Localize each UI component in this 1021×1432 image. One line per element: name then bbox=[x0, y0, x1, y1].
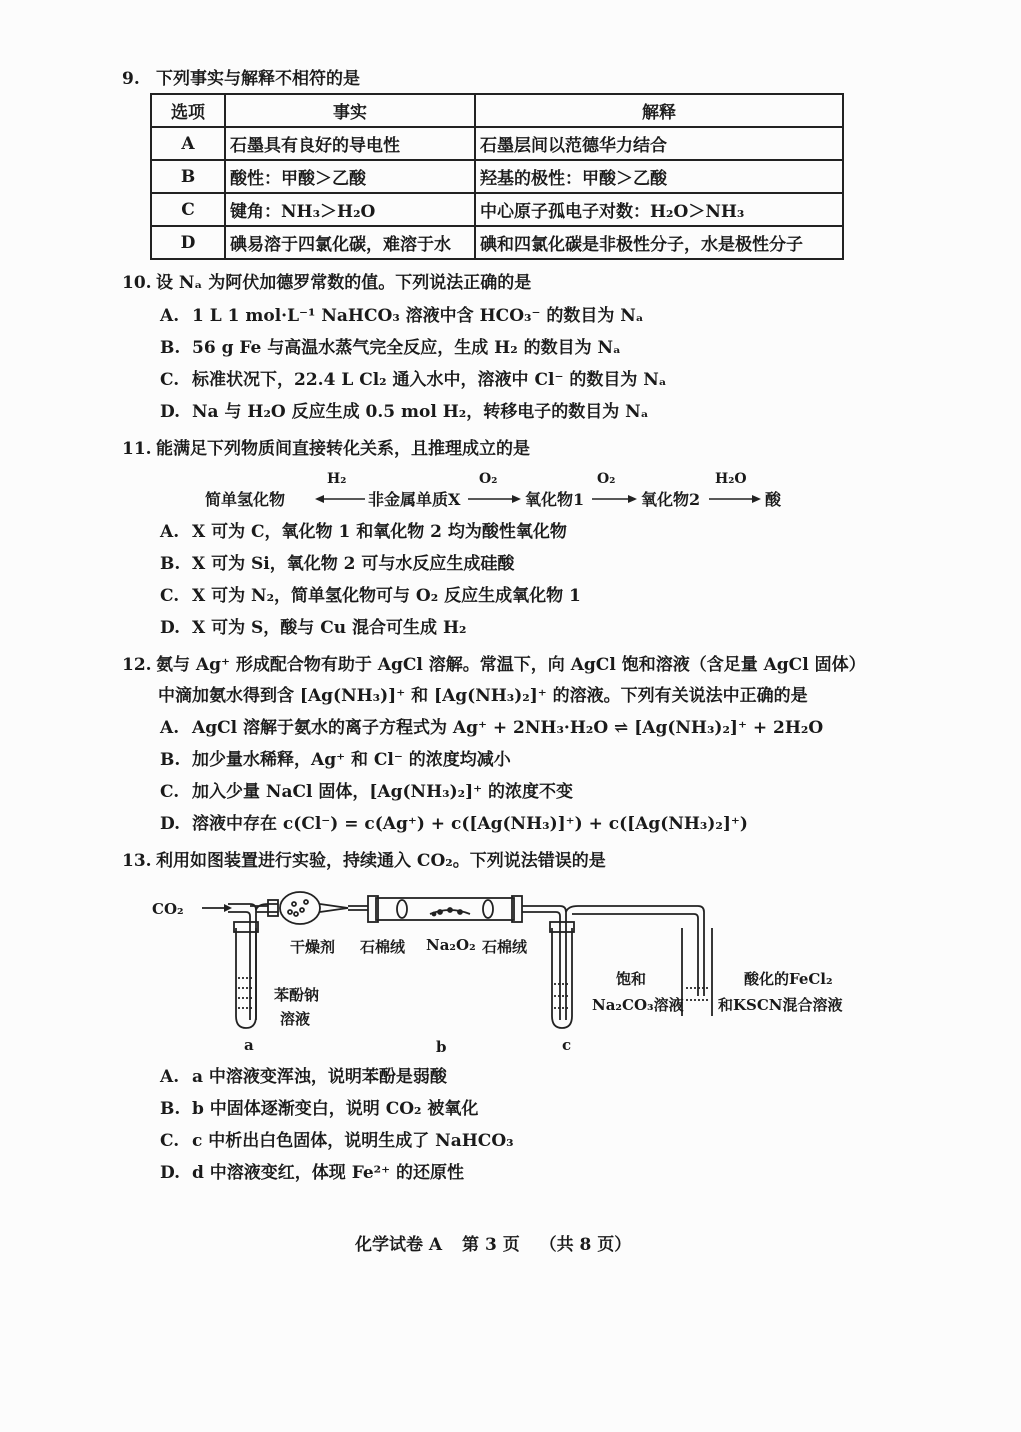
label-asbestos-wool-1: 石棉绒 bbox=[360, 938, 406, 956]
option-label: D. bbox=[160, 402, 181, 422]
chain-label-o2: O₂ bbox=[479, 471, 498, 487]
option-text: c 中析出白色固体，说明生成了 NaHCO₃ bbox=[192, 1131, 514, 1151]
label-saturated-1: 饱和 bbox=[616, 970, 647, 988]
q10-option-d bbox=[160, 400, 649, 424]
question-11-stem bbox=[122, 437, 530, 461]
question-12-stem-line2 bbox=[158, 684, 808, 708]
row-explanation: 碘和四氯化碳是非极性分子，水是极性分子 bbox=[475, 226, 843, 259]
footer-page-number: 第 3 页 bbox=[462, 1235, 520, 1255]
chain-label-h2o: H₂O bbox=[715, 471, 747, 487]
q12-option-b bbox=[160, 748, 511, 772]
option-text: X 可为 Si，氧化物 2 可与水反应生成硅酸 bbox=[192, 554, 515, 574]
option-text: X 可为 C，氧化物 1 和氧化物 2 均为酸性氧化物 bbox=[192, 522, 567, 542]
row-fact: 碘易溶于四氯化碳，难溶于水 bbox=[225, 226, 475, 259]
label-b: b bbox=[436, 1038, 447, 1056]
question-number: 10. bbox=[122, 273, 152, 293]
question-10-stem bbox=[122, 271, 531, 295]
row-fact: 键角：NH₃＞H₂O bbox=[225, 193, 475, 226]
question-number: 13. bbox=[122, 851, 152, 871]
option-text: AgCl 溶解于氨水的离子方程式为 Ag⁺ + 2NH₃·H₂O ⇌ [Ag(NH₃)₂]⁺ + 2H₂O bbox=[192, 718, 824, 738]
label-sodium-phenolate-2: 溶液 bbox=[280, 1010, 311, 1028]
option-text: 加入少量 NaCl 固体，[Ag(NH₃)₂]⁺ 的浓度不变 bbox=[192, 782, 574, 802]
option-label: A. bbox=[160, 718, 180, 738]
option-label: D. bbox=[160, 1163, 181, 1183]
page-footer bbox=[355, 1230, 645, 1255]
header-fact: 事实 bbox=[225, 94, 475, 127]
row-explanation: 羟基的极性：甲酸＞乙酸 bbox=[475, 160, 843, 193]
table-row bbox=[151, 226, 843, 259]
q11-option-b bbox=[160, 552, 514, 576]
question-9-stem bbox=[122, 67, 360, 91]
footer-page-total: （共 8 页） bbox=[539, 1235, 632, 1255]
label-asbestos-wool-2: 石棉绒 bbox=[482, 938, 528, 956]
question-text: 利用如图装置进行实验，持续通入 CO₂。下列说法错误的是 bbox=[156, 851, 606, 871]
label-a: a bbox=[244, 1036, 254, 1054]
option-text: 标准状况下，22.4 L Cl₂ 通入水中，溶液中 Cl⁻ 的数目为 Nₐ bbox=[192, 370, 667, 390]
chain-node-oxide2: 氧化物2 bbox=[641, 490, 701, 509]
q13-option-b bbox=[160, 1097, 478, 1121]
table-row bbox=[151, 160, 843, 193]
label-sodium-phenolate-1: 苯酚钠 bbox=[274, 986, 320, 1004]
option-text: b 中固体逐渐变白，说明 CO₂ 被氧化 bbox=[192, 1099, 479, 1119]
q13-option-d bbox=[160, 1161, 464, 1185]
option-text: d 中溶液变红，体现 Fe²⁺ 的还原性 bbox=[192, 1163, 465, 1183]
question-12-stem bbox=[122, 653, 866, 677]
question-number: 11. bbox=[122, 439, 152, 459]
q10-option-b bbox=[160, 336, 621, 360]
table-row bbox=[151, 193, 843, 226]
row-option: A bbox=[151, 127, 225, 160]
option-label: C. bbox=[160, 1131, 180, 1151]
label-co2: CO₂ bbox=[152, 900, 184, 918]
option-label: B. bbox=[160, 554, 181, 574]
row-explanation: 石墨层间以范德华力结合 bbox=[475, 127, 843, 160]
footer-paper-title: 化学试卷 A bbox=[355, 1235, 443, 1255]
chain-label-h2: H₂ bbox=[327, 471, 347, 487]
conversion-chain bbox=[205, 471, 805, 519]
question-text: 能满足下列物质间直接转化关系，且推理成立的是 bbox=[156, 439, 530, 459]
chain-node-oxide1: 氧化物1 bbox=[525, 490, 585, 509]
q10-option-c bbox=[160, 368, 667, 392]
q13-option-a bbox=[160, 1065, 447, 1089]
row-option: D bbox=[151, 226, 225, 259]
chain-node-hydride: 简单氢化物 bbox=[205, 490, 286, 509]
question-text: 设 Nₐ 为阿伏加德罗常数的值。下列说法正确的是 bbox=[156, 273, 532, 293]
option-text: X 可为 S，酸与 Cu 混合可生成 H₂ bbox=[192, 618, 467, 638]
table-header-row bbox=[151, 94, 843, 127]
table-row bbox=[151, 127, 843, 160]
option-text: 56 g Fe 与高温水蒸气完全反应，生成 H₂ 的数目为 Nₐ bbox=[192, 338, 621, 358]
header-option: 选项 bbox=[151, 94, 225, 127]
option-label: C. bbox=[160, 370, 180, 390]
option-label: A. bbox=[160, 1067, 180, 1087]
option-label: D. bbox=[160, 814, 181, 834]
apparatus-diagram bbox=[150, 888, 870, 1058]
option-text: 加少量水稀释，Ag⁺ 和 Cl⁻ 的浓度均减小 bbox=[192, 750, 511, 770]
q10-option-a bbox=[160, 304, 644, 328]
chain-node-acid: 酸 bbox=[765, 490, 782, 509]
option-text: a 中溶液变浑浊，说明苯酚是弱酸 bbox=[192, 1067, 447, 1087]
option-label: B. bbox=[160, 750, 181, 770]
label-saturated-2: Na₂CO₃溶液 bbox=[592, 996, 684, 1014]
option-label: C. bbox=[160, 782, 180, 802]
question-text: 下列事实与解释不相符的是 bbox=[156, 69, 360, 89]
label-desiccant: 干燥剂 bbox=[290, 938, 336, 956]
header-explanation: 解释 bbox=[475, 94, 843, 127]
q12-option-a bbox=[160, 716, 823, 740]
label-c: c bbox=[562, 1036, 572, 1054]
q12-option-d bbox=[160, 812, 748, 836]
row-option: B bbox=[151, 160, 225, 193]
row-fact: 酸性：甲酸＞乙酸 bbox=[225, 160, 475, 193]
q12-option-c bbox=[160, 780, 573, 804]
row-option: C bbox=[151, 193, 225, 226]
option-text: 溶液中存在 c(Cl⁻) = c(Ag⁺) + c([Ag(NH₃)]⁺) + c([Ag(NH₃)₂]⁺) bbox=[192, 814, 748, 834]
option-label: B. bbox=[160, 338, 181, 358]
chain-label-o2: O₂ bbox=[597, 471, 616, 487]
label-fecl2-1: 酸化的FeCl₂ bbox=[744, 970, 833, 988]
question-13-stem bbox=[122, 849, 606, 873]
question-number: 12. bbox=[122, 655, 152, 675]
option-label: C. bbox=[160, 586, 180, 606]
question-9-table bbox=[150, 93, 844, 260]
option-label: D. bbox=[160, 618, 181, 638]
option-text: 1 L 1 mol·L⁻¹ NaHCO₃ 溶液中含 HCO₃⁻ 的数目为 Nₐ bbox=[192, 306, 644, 326]
option-text: Na 与 H₂O 反应生成 0.5 mol H₂，转移电子的数目为 Nₐ bbox=[192, 402, 649, 422]
q13-option-c bbox=[160, 1129, 514, 1153]
label-fecl2-2: 和KSCN混合溶液 bbox=[718, 996, 843, 1014]
q11-option-a bbox=[160, 520, 567, 544]
question-text: 氨与 Ag⁺ 形成配合物有助于 AgCl 溶解。常温下，向 AgCl 饱和溶液（含足量 AgCl 固体） bbox=[156, 655, 866, 675]
q11-option-c bbox=[160, 584, 581, 608]
option-label: A. bbox=[160, 522, 180, 542]
option-label: A. bbox=[160, 306, 180, 326]
chain-node-x: 非金属单质X bbox=[368, 490, 461, 509]
question-text: 中滴加氨水得到含 [Ag(NH₃)]⁺ 和 [Ag(NH₃)₂]⁺ 的溶液。下列有关说法中正确的是 bbox=[158, 686, 808, 706]
option-label: B. bbox=[160, 1099, 181, 1119]
row-fact: 石墨具有良好的导电性 bbox=[225, 127, 475, 160]
option-text: X 可为 N₂，简单氢化物可与 O₂ 反应生成氧化物 1 bbox=[192, 586, 581, 606]
row-explanation: 中心原子孤电子对数：H₂O＞NH₃ bbox=[475, 193, 843, 226]
q11-option-d bbox=[160, 616, 466, 640]
label-na2o2: Na₂O₂ bbox=[426, 936, 476, 954]
question-number: 9. bbox=[122, 69, 140, 89]
